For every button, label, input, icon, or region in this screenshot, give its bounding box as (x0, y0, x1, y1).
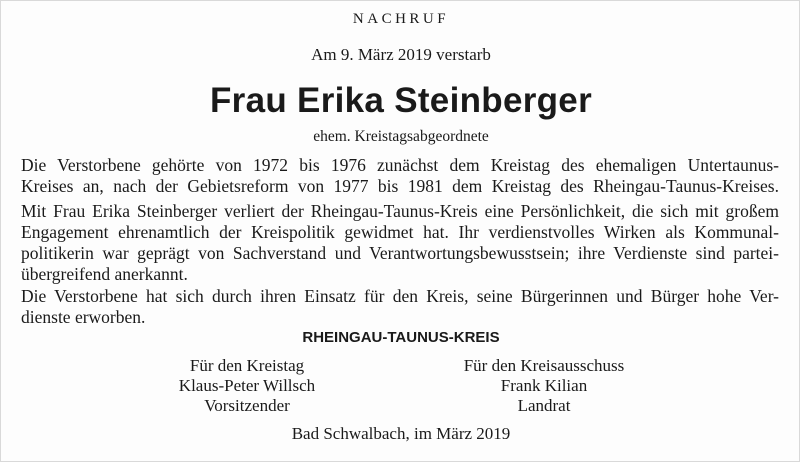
signature-person: Klaus-Peter Willsch (178, 376, 316, 395)
deceased-role: ehem. Kreistagsabgeordnete (313, 128, 489, 145)
paragraph-1 (21, 155, 779, 197)
signature-title: Vorsitzender (204, 396, 290, 415)
text-line: Die Verstorbene gehörte von 1972 bis 1976 zunächst dem Kreistag des ehemaligen Untertaunus- (21, 155, 779, 175)
text-line: übergreifend anerkannt. (21, 264, 188, 284)
death-date-line: Am 9. März 2019 verstarb (311, 45, 491, 64)
signature-block-right (414, 356, 674, 416)
text-line: Mit Frau Erika Steinberger verliert der Rheingau-Taunus-Kreis eine Persönlichkeit, die sich mit großem (21, 201, 779, 221)
text-line: Die Verstorbene hat sich durch ihren Einsatz für den Kreis, seine Bürgerinnen und Bürger hohe Ver- (21, 286, 779, 306)
text-line: politikerin war geprägt von Sachverstand und Verantwortungsbewusstsein; ihre Verdienste sind partei- (21, 243, 779, 263)
organization-name: RHEINGAU-TAUNUS-KREIS (302, 329, 500, 346)
text-line: Engagement ehrenamtlich der Kreispolitik gewidmet hat. Ihr verdienstvolles Wirken als Kommunal- (21, 222, 779, 242)
notice-heading: NACHRUF (352, 11, 450, 27)
signature-block-left (117, 356, 377, 416)
signature-title: Landrat (517, 396, 571, 415)
paragraph-3 (21, 286, 779, 328)
signature-body: Für den Kreisausschuss (463, 356, 625, 375)
paragraph-2 (21, 201, 779, 285)
place-and-date: Bad Schwalbach, im März 2019 (291, 424, 511, 443)
deceased-name: Frau Erika Steinberger (209, 81, 592, 120)
signature-body: Für den Kreistag (189, 356, 305, 375)
text-line: dienste erworben. (21, 307, 146, 327)
signature-person: Frank Kilian (500, 376, 588, 395)
text-line: Kreises an, nach der Gebietsreform von 1977 bis 1981 dem Kreistag des Rheingau-Taunus-Kreises. (21, 176, 779, 196)
